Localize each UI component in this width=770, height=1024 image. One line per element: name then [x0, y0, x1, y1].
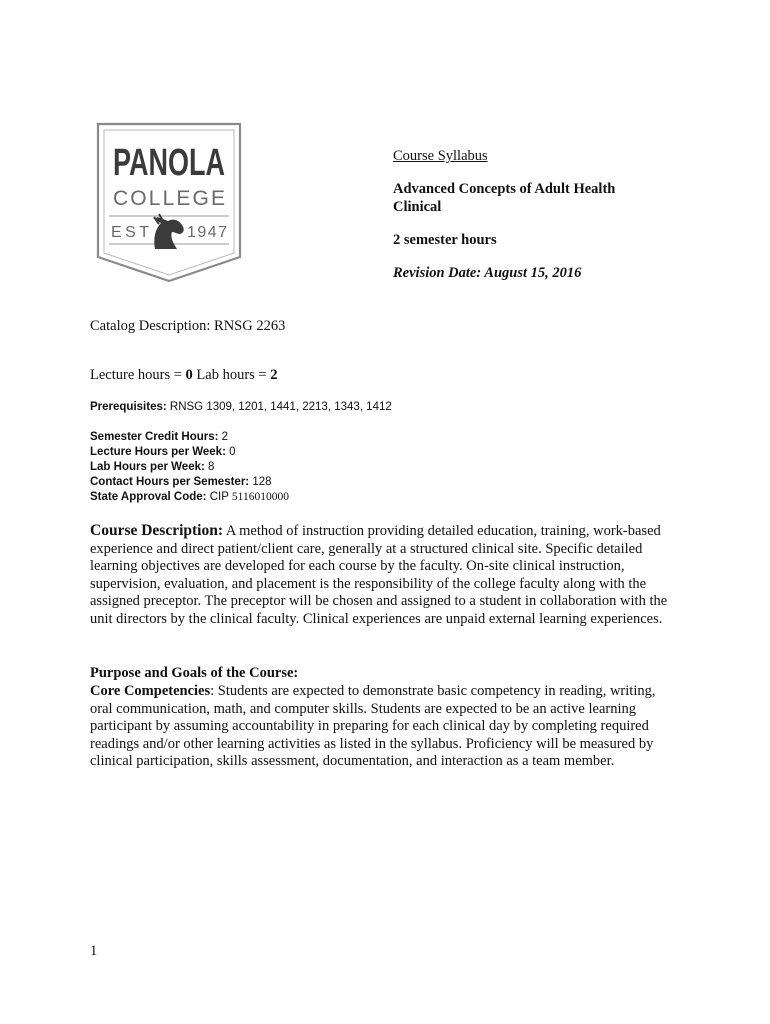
state-approval-code-label: State Approval Code: — [90, 491, 207, 503]
semester-hours: 2 semester hours — [393, 232, 497, 248]
lecture-lab-hours — [90, 367, 278, 384]
state-approval-code-value: 5116010000 — [231, 491, 289, 503]
panola-college-logo — [95, 121, 243, 285]
core-competencies — [90, 683, 670, 771]
course-description-label: Course Description: — [90, 522, 224, 539]
course-description — [90, 522, 670, 629]
lecture-hours-per-week — [90, 445, 289, 460]
college-seal-icon — [95, 121, 243, 285]
course-title-line-1: Advanced Concepts of Adult Health — [393, 181, 616, 197]
state-approval-code-prefix: CIP — [206, 491, 232, 503]
lecture-hours-value: 0 — [185, 367, 193, 383]
catalog-description: Catalog Description: RNSG 2263 — [90, 318, 286, 334]
lecture-hours-label: Lecture hours = — [90, 367, 186, 383]
lecture-hours-per-week-value: 0 — [225, 446, 236, 458]
lab-hours-per-week-value: 8 — [204, 461, 215, 473]
contact-hours-per-semester — [90, 475, 289, 490]
contact-hours-label: Contact Hours per Semester: — [90, 476, 250, 488]
contact-hours-value: 128 — [249, 476, 272, 488]
svg-text:COLLEGE: COLLEGE — [113, 187, 225, 210]
credit-hours-block — [90, 430, 289, 505]
svg-text:1947: 1947 — [187, 224, 227, 241]
course-title — [393, 180, 653, 216]
semester-credit-hours — [90, 430, 289, 445]
svg-text:PANOLA: PANOLA — [113, 142, 225, 184]
lab-hours-per-week-label: Lab Hours per Week: — [90, 461, 205, 473]
core-competencies-label: Core Competencies — [90, 683, 211, 699]
lecture-hours-per-week-label: Lecture Hours per Week: — [90, 446, 226, 458]
prerequisites — [90, 401, 392, 413]
page-number: 1 — [90, 943, 98, 959]
lab-hours-label: Lab hours = — [192, 367, 271, 383]
semester-credit-hours-label: Semester Credit Hours: — [90, 431, 219, 443]
syllabus-title: Course Syllabus — [393, 148, 488, 164]
revision-date: Revision Date: August 15, 2016 — [393, 265, 582, 281]
core-competencies-text: : Students are expected to demonstrate basic competency in reading, writing, oral communication, math, and computer skills. Students are expected to be an active learning participant by assuming accountability in preparing for each clinical day by completing required readings and/or other learning activities as listed in the syllabus. Proficiency will be measured by clinical participation, skills assessment, documentation, and interaction as a team member. — [90, 683, 656, 770]
svg-text:EST: EST — [111, 224, 149, 241]
course-description-text: A method of instruction providing detailed education, training, work-based experience and direct patient/client care, generally at a structured clinical site. Specific detailed learning objectives are developed for each course by the faculty. On-site clinical instruction, supervision, evaluation, and placement is the responsibility of the college faculty along with the assigned preceptor. The preceptor will be chosen and assigned to a student in collaboration with the unit directors by the clinical faculty. Clinical experiences are unpaid external learning experiences. — [90, 523, 668, 627]
prerequisites-value: RNSG 1309, 1201, 1441, 2213, 1343, 1412 — [166, 401, 392, 413]
semester-credit-hours-value: 2 — [218, 431, 229, 443]
lab-hours-value: 2 — [270, 367, 278, 383]
purpose-goals-heading: Purpose and Goals of the Course: — [90, 665, 299, 681]
course-title-line-2: Clinical — [393, 199, 442, 215]
prerequisites-label: Prerequisites: — [90, 401, 167, 413]
state-approval-code — [90, 490, 289, 505]
lab-hours-per-week — [90, 460, 289, 475]
